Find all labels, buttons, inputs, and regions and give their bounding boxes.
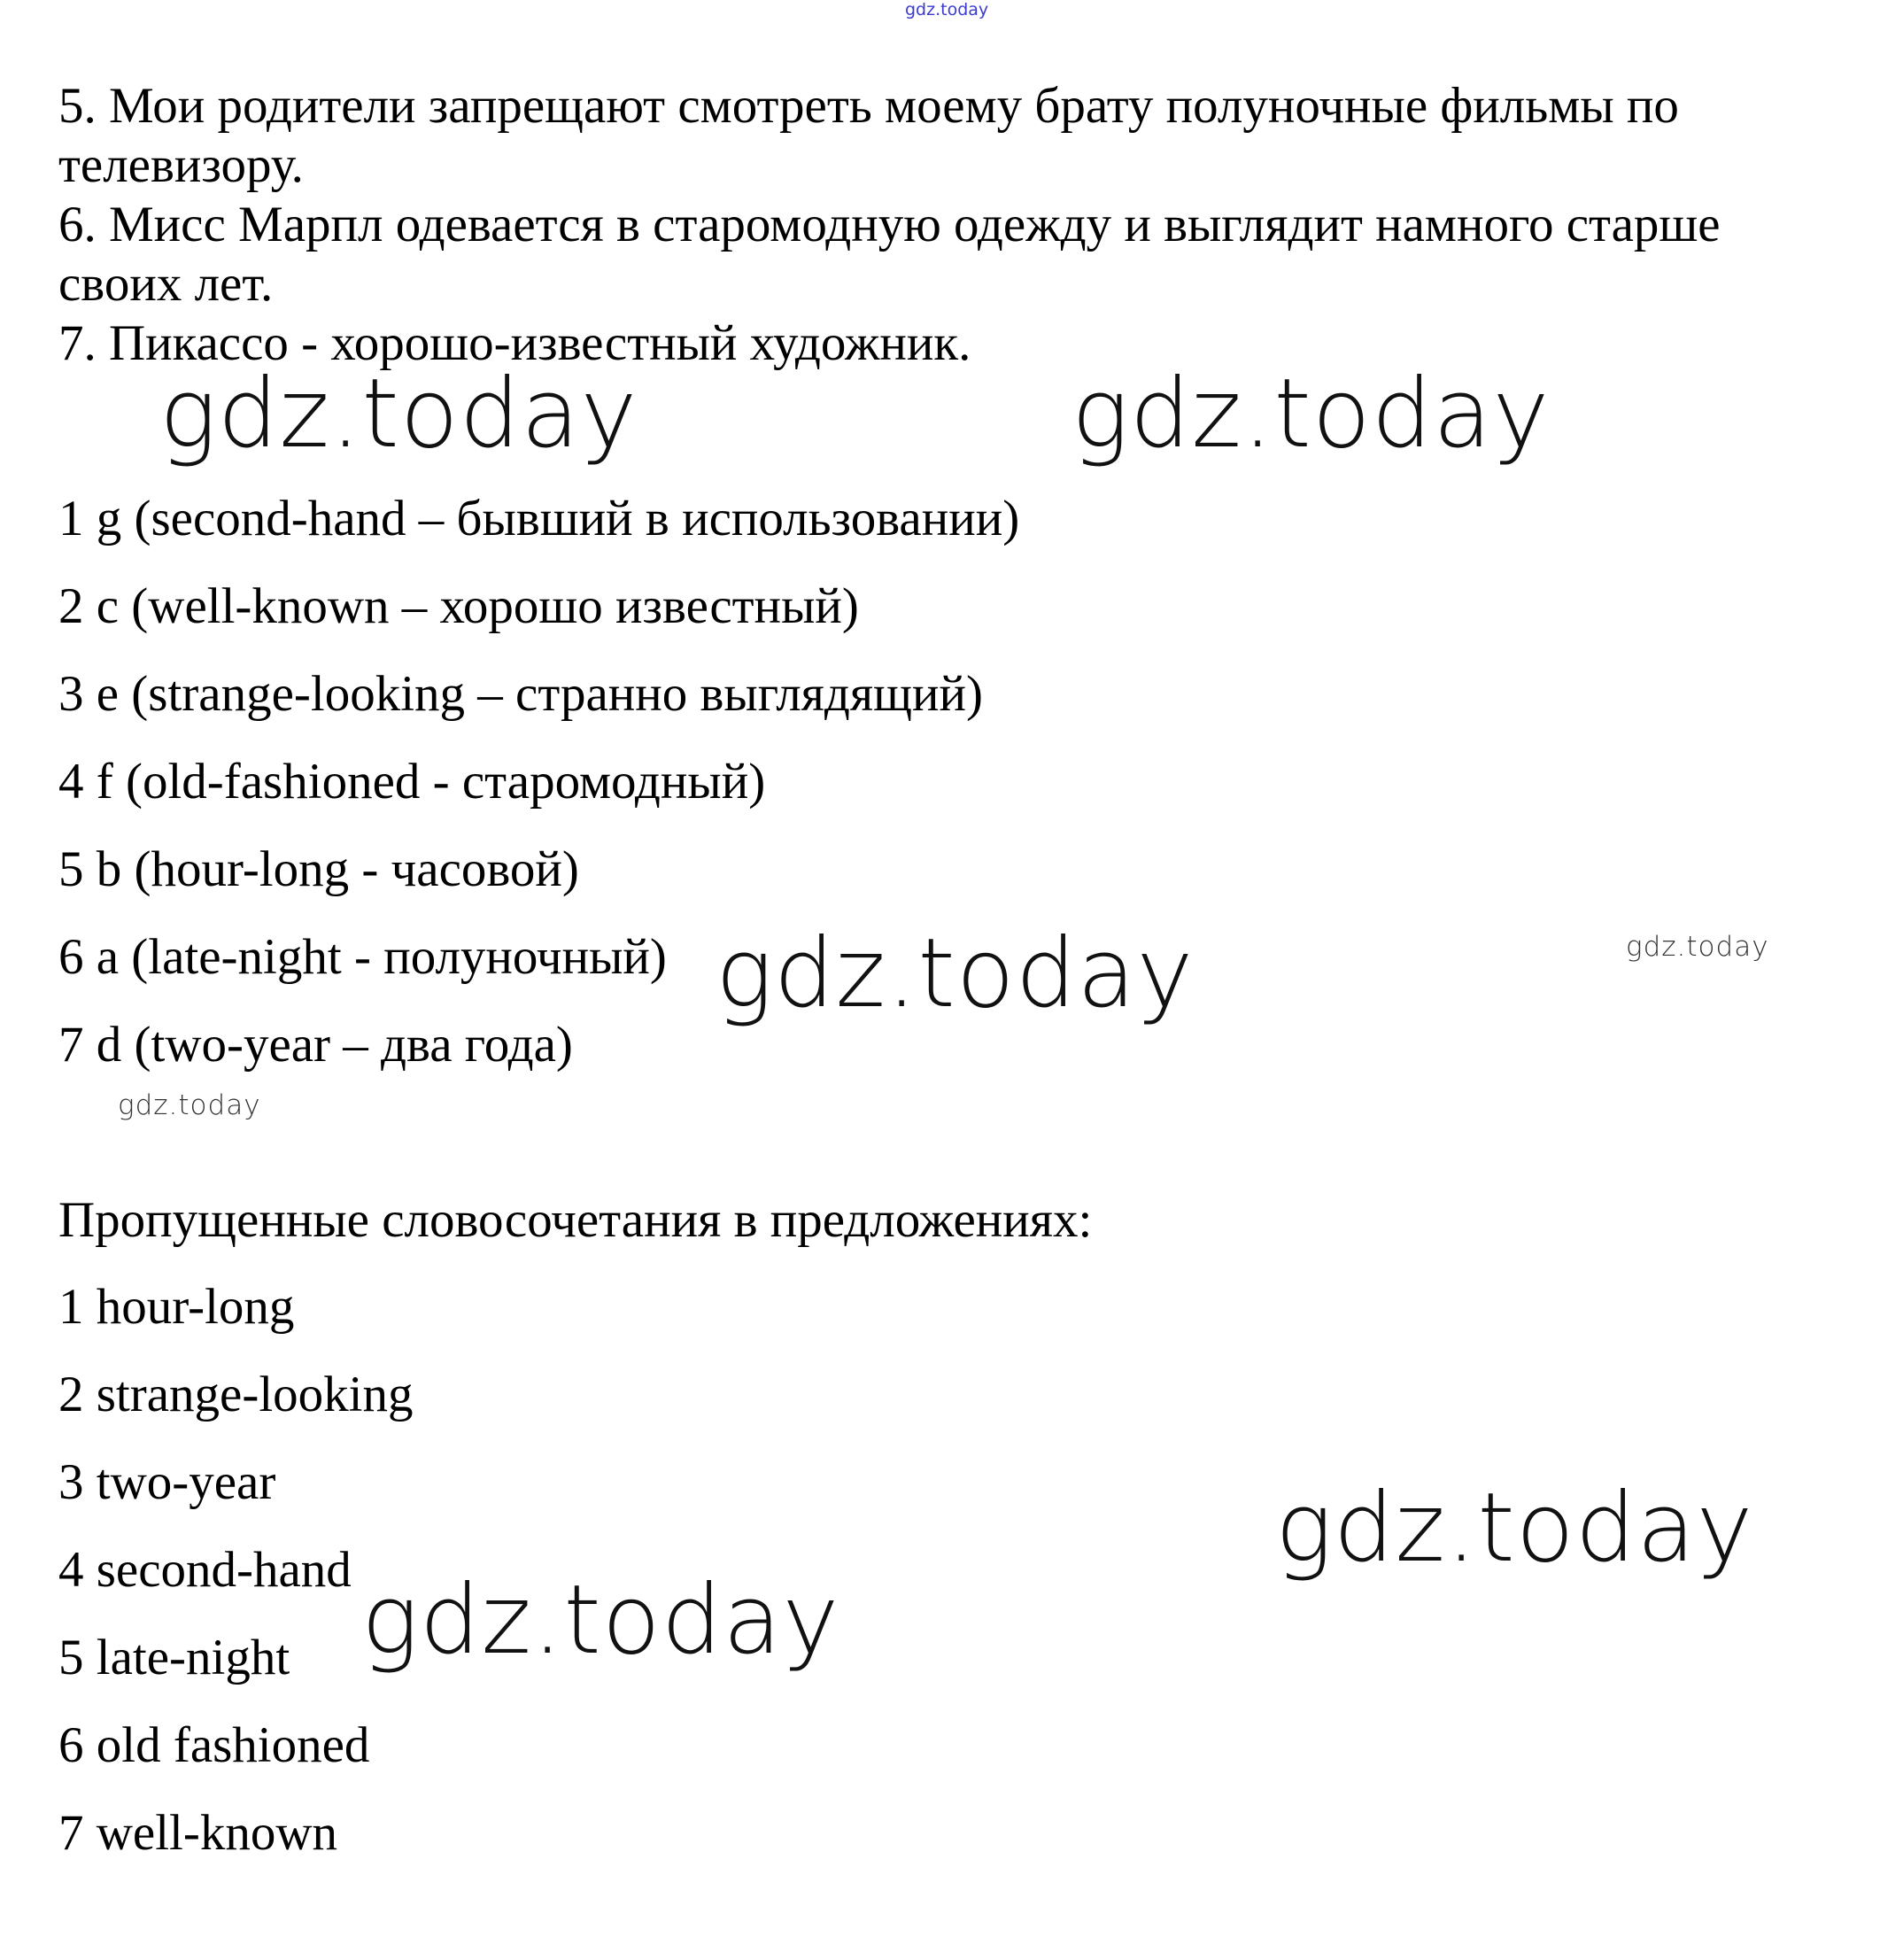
answer-item: 7 d (two-year – два года) bbox=[58, 1017, 573, 1073]
missing-word-item: 3 two-year bbox=[58, 1454, 276, 1510]
missing-word-item: 4 second-hand bbox=[58, 1542, 352, 1598]
answer-item: 1 g (second-hand – бывший в использовании) bbox=[58, 491, 1020, 546]
sentence-5: 5. Мои родители запрещают смотреть моему брату полуночные фильмы по телевизору. bbox=[58, 78, 1679, 193]
watermark-text: gdz.today bbox=[361, 1565, 840, 1676]
missing-word-item: 6 old fashioned bbox=[58, 1717, 370, 1773]
watermark-text: gdz.today bbox=[716, 918, 1195, 1029]
header-watermark: gdz.today bbox=[905, 0, 989, 19]
watermark-text: gdz.today bbox=[1626, 931, 1769, 963]
missing-word-item: 7 well-known bbox=[58, 1805, 338, 1861]
watermark-text: gdz.today bbox=[159, 359, 638, 469]
watermark-text: gdz.today bbox=[1072, 359, 1551, 469]
sentences-block bbox=[58, 76, 1830, 373]
missing-word-item: 1 hour-long bbox=[58, 1279, 295, 1335]
watermark-text: gdz.today bbox=[118, 1089, 261, 1121]
missing-words-heading: Пропущенные словосочетания в предложениях: bbox=[58, 1192, 1093, 1248]
sentence-6: 6. Мисс Марпл одевается в старомодную одежду и выглядит намного старше своих лет. bbox=[58, 197, 1721, 312]
answer-item: 2 c (well-known – хорошо известный) bbox=[58, 578, 859, 634]
missing-word-item: 5 late-night bbox=[58, 1630, 290, 1685]
answer-item: 6 a (late-night - полуночный) bbox=[58, 929, 667, 985]
missing-word-item: 2 strange-looking bbox=[58, 1367, 414, 1422]
watermark-text: gdz.today bbox=[1275, 1473, 1754, 1584]
answer-item: 3 e (strange-looking – странно выглядящий) bbox=[58, 666, 983, 722]
sentence-7: 7. Пикассо - хорошо-известный художник. bbox=[58, 315, 971, 371]
answer-item: 5 b (hour-long - часовой) bbox=[58, 841, 579, 897]
missing-words-list bbox=[58, 1277, 414, 1891]
answer-item: 4 f (old-fashioned - старомодный) bbox=[58, 754, 766, 810]
